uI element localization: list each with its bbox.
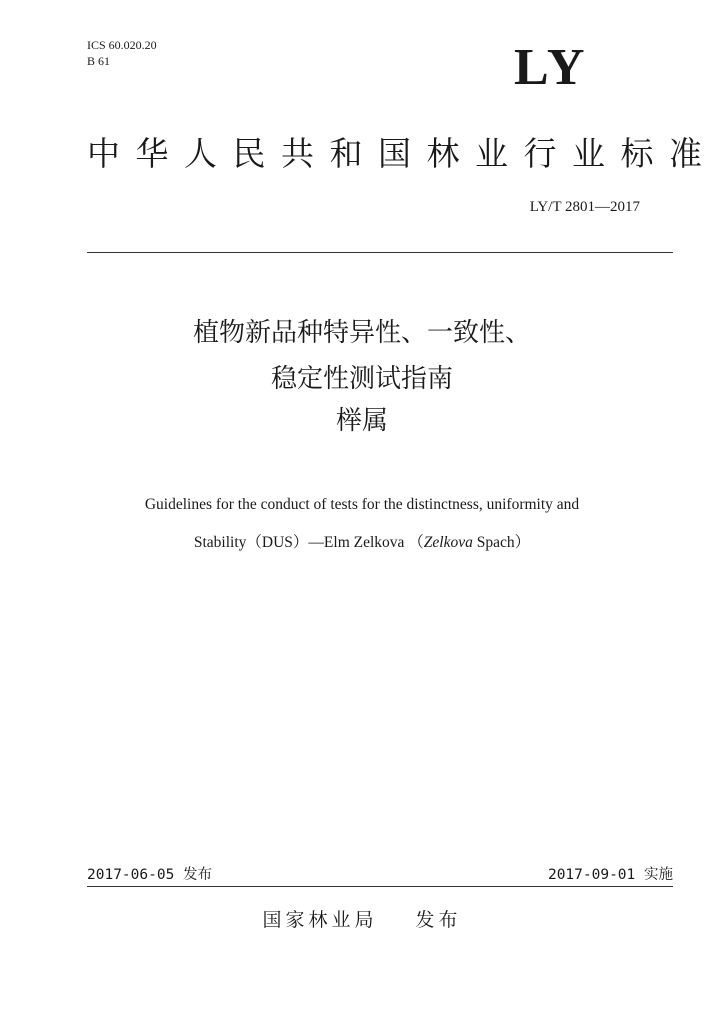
- implement-date: 2017-09-01 实施: [547, 867, 673, 883]
- main-title-line-1: 植物新品种特异性、一致性、: [192, 318, 531, 348]
- genus-name-italic: Zelkova: [423, 534, 473, 551]
- top-divider: [87, 252, 673, 253]
- ly-logo: LY: [514, 39, 588, 96]
- standard-code: LY/T 2801—2017: [529, 199, 640, 215]
- english-title-line-2-suffix: Spach）: [472, 534, 531, 551]
- english-title-line-1: Guidelines for the conduct of tests for the distinctness, uniformity and: [144, 496, 580, 513]
- issuer-line: [0, 908, 724, 932]
- bottom-divider: [87, 886, 673, 887]
- english-title-line-2-prefix: Stability（DUS）—Elm Zelkova （: [193, 534, 424, 551]
- ics-code: ICS 60.020.20: [87, 38, 157, 52]
- classification-codes: [87, 37, 157, 69]
- issuer-name: 国家林业局: [262, 909, 378, 931]
- ccs-code: B 61: [87, 54, 111, 68]
- issuer-action: 发布: [415, 909, 462, 931]
- standard-title: 中华人民共和国林业行业标准: [87, 134, 718, 173]
- main-title-line-3: 榉属: [335, 406, 388, 436]
- publish-date: 2017-06-05 发布: [87, 867, 213, 883]
- english-title-line-2: [0, 533, 724, 553]
- main-title-line-2: 稳定性测试指南: [270, 364, 453, 394]
